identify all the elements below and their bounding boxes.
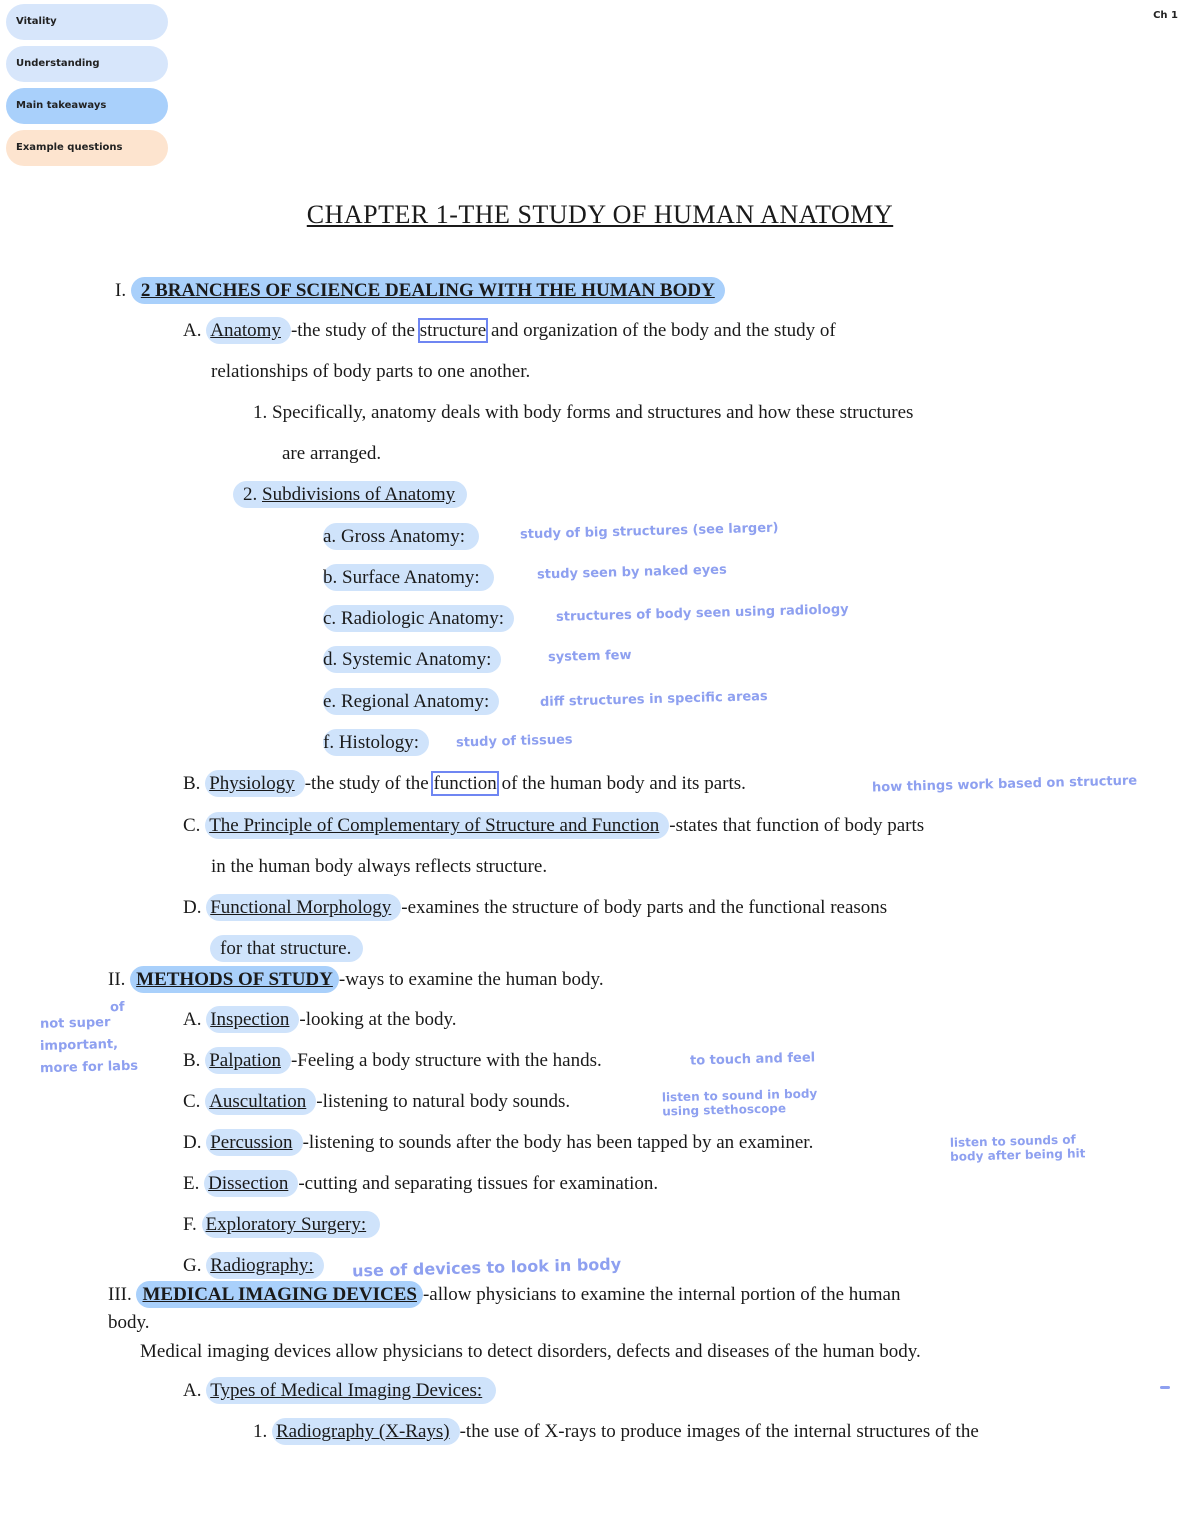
handwritten-note: study of big structures (see larger) — [519, 520, 779, 543]
method-inspection: A. Inspection -looking at the body. — [183, 1009, 456, 1031]
term-principle: The Principle of Complementary of Structure and Function — [205, 812, 669, 839]
handwritten-note: listen to sounds of body after being hit — [949, 1132, 1086, 1164]
item-anatomy-1: 1. Specifically, anatomy deals with body forms and structures and how these structures — [253, 402, 914, 423]
section-2-text: -ways to examine the human body. — [338, 969, 604, 990]
item-marker: A. — [183, 320, 202, 341]
item-morphology — [183, 897, 887, 919]
term-palpation: Palpation — [205, 1047, 291, 1074]
term-radiography: Radiography: — [206, 1252, 323, 1279]
handwritten-note: structures of body seen using radiology — [555, 602, 849, 625]
term-morphology: Functional Morphology — [206, 894, 401, 921]
section-3-number: III. — [108, 1284, 132, 1305]
imaging-radiography: 1. Radiography (X-Rays) -the use of X-rays to produce images of the internal structures of the — [253, 1421, 979, 1443]
item-marker: 2. — [243, 484, 258, 505]
term-xrays: Radiography (X-Rays) — [272, 1418, 460, 1445]
handwritten-note: study seen by naked eyes — [536, 562, 727, 583]
item-anatomy — [183, 320, 836, 342]
method-percussion: D. Percussion -listening to sounds after the body has been tapped by an examiner. — [183, 1132, 813, 1154]
section-3-cont: body. — [108, 1312, 150, 1333]
method-dissection: E. Dissection -cutting and separating tissues for examination. — [183, 1173, 658, 1195]
term-imaging-types: Types of Medical Imaging Devices: — [206, 1377, 496, 1404]
handwritten-note: to touch and feel — [689, 1050, 816, 1069]
section-1 — [115, 280, 725, 302]
sub-regional: e. Regional Anatomy: — [323, 691, 499, 713]
sub-systemic: d. Systemic Anatomy: — [323, 649, 501, 671]
item-text: of the human body and its parts. — [496, 773, 746, 794]
term-auscultation: Auscultation — [205, 1088, 316, 1115]
handwritten-note: listen to sound in body using stethoscope — [661, 1086, 818, 1119]
method-auscultation: C. Auscultation -listening to natural body sounds. — [183, 1091, 570, 1113]
item-text: and organization of the body and the study of — [486, 320, 836, 341]
section-1-heading: 2 BRANCHES OF SCIENCE DEALING WITH THE HUMAN BODY — [131, 277, 725, 304]
term-exploratory-surgery: Exploratory Surgery: — [202, 1211, 381, 1238]
handwritten-note: use of devices to look in body — [351, 1254, 622, 1281]
item-anatomy-cont: relationships of body parts to one another. — [211, 361, 531, 382]
side-note-line: of — [109, 999, 125, 1016]
pen-mark — [1160, 1386, 1170, 1389]
boxed-word-function: function — [433, 773, 497, 794]
legend-item-example-questions: Example questions — [6, 130, 168, 166]
section-3-heading: MEDICAL IMAGING DEVICES — [136, 1281, 422, 1308]
handwritten-note: how things work based on structure — [871, 773, 1138, 796]
imaging-types: A. Types of Medical Imaging Devices: — [183, 1380, 496, 1402]
term-anatomy: Anatomy — [206, 317, 291, 344]
term-percussion: Percussion — [206, 1129, 302, 1156]
item-text: -examines the structure of body parts and the functional reasons — [401, 897, 888, 918]
section-2-heading: METHODS OF STUDY — [130, 966, 339, 993]
sub-surface: b. Surface Anatomy: — [323, 567, 494, 589]
term-dissection: Dissection — [204, 1170, 298, 1197]
page-title: CHAPTER 1-THE STUDY OF HUMAN ANATOMY — [306, 200, 894, 229]
method-radiography: G. Radiography: — [183, 1255, 324, 1277]
item-marker: B. — [183, 773, 201, 794]
section-2-number: II. — [108, 969, 126, 990]
item-text: -the study of the — [304, 773, 434, 794]
side-note-line: not super — [39, 1015, 111, 1032]
section-3 — [108, 1284, 900, 1306]
item-anatomy-1-cont: are arranged. — [282, 443, 382, 464]
side-note-line: more for labs — [39, 1058, 139, 1077]
legend-item-understanding: Understanding — [6, 46, 168, 82]
handwritten-note: system few — [547, 647, 632, 666]
item-principle — [183, 815, 924, 837]
term-subdivisions: Subdivisions of Anatomy — [262, 484, 456, 505]
item-text: -states that function of body parts — [669, 815, 925, 836]
side-note-line: important, — [39, 1036, 119, 1055]
item-physiology — [183, 773, 746, 795]
item-principle-cont: in the human body always reflects structure. — [211, 856, 548, 877]
method-exploratory-surgery: F. Exploratory Surgery: — [183, 1214, 380, 1236]
section-2 — [108, 969, 604, 991]
chapter-tag: Ch 1 — [1153, 10, 1178, 21]
section-3-text: -allow physicians to examine the internal portion of the human — [422, 1284, 901, 1305]
handwritten-note: study of tissues — [455, 732, 573, 751]
section-1-number: I. — [115, 280, 127, 301]
term-inspection: Inspection — [206, 1006, 299, 1033]
term-physiology: Physiology — [205, 770, 305, 797]
boxed-word-structure: structure — [419, 320, 487, 341]
sub-gross: a. Gross Anatomy: — [323, 526, 479, 548]
item-marker: C. — [183, 815, 201, 836]
item-text: -the study of the — [290, 320, 420, 341]
item-morphology-cont: for that structure. — [216, 938, 363, 960]
section-3-paragraph: Medical imaging devices allow physicians to detect disorders, defects and diseases of the human body. — [140, 1341, 921, 1362]
legend-item-vitality: Vitality — [6, 4, 168, 40]
legend-item-main-takeaways: Main takeaways — [6, 88, 168, 124]
method-palpation: B. Palpation -Feeling a body structure with the hands. — [183, 1050, 602, 1072]
sub-radiologic: c. Radiologic Anatomy: — [323, 608, 514, 630]
item-marker: D. — [183, 897, 202, 918]
handwritten-note: diff structures in specific areas — [539, 689, 768, 710]
item-subdivisions — [243, 484, 467, 506]
sub-histology: f. Histology: — [323, 732, 429, 754]
